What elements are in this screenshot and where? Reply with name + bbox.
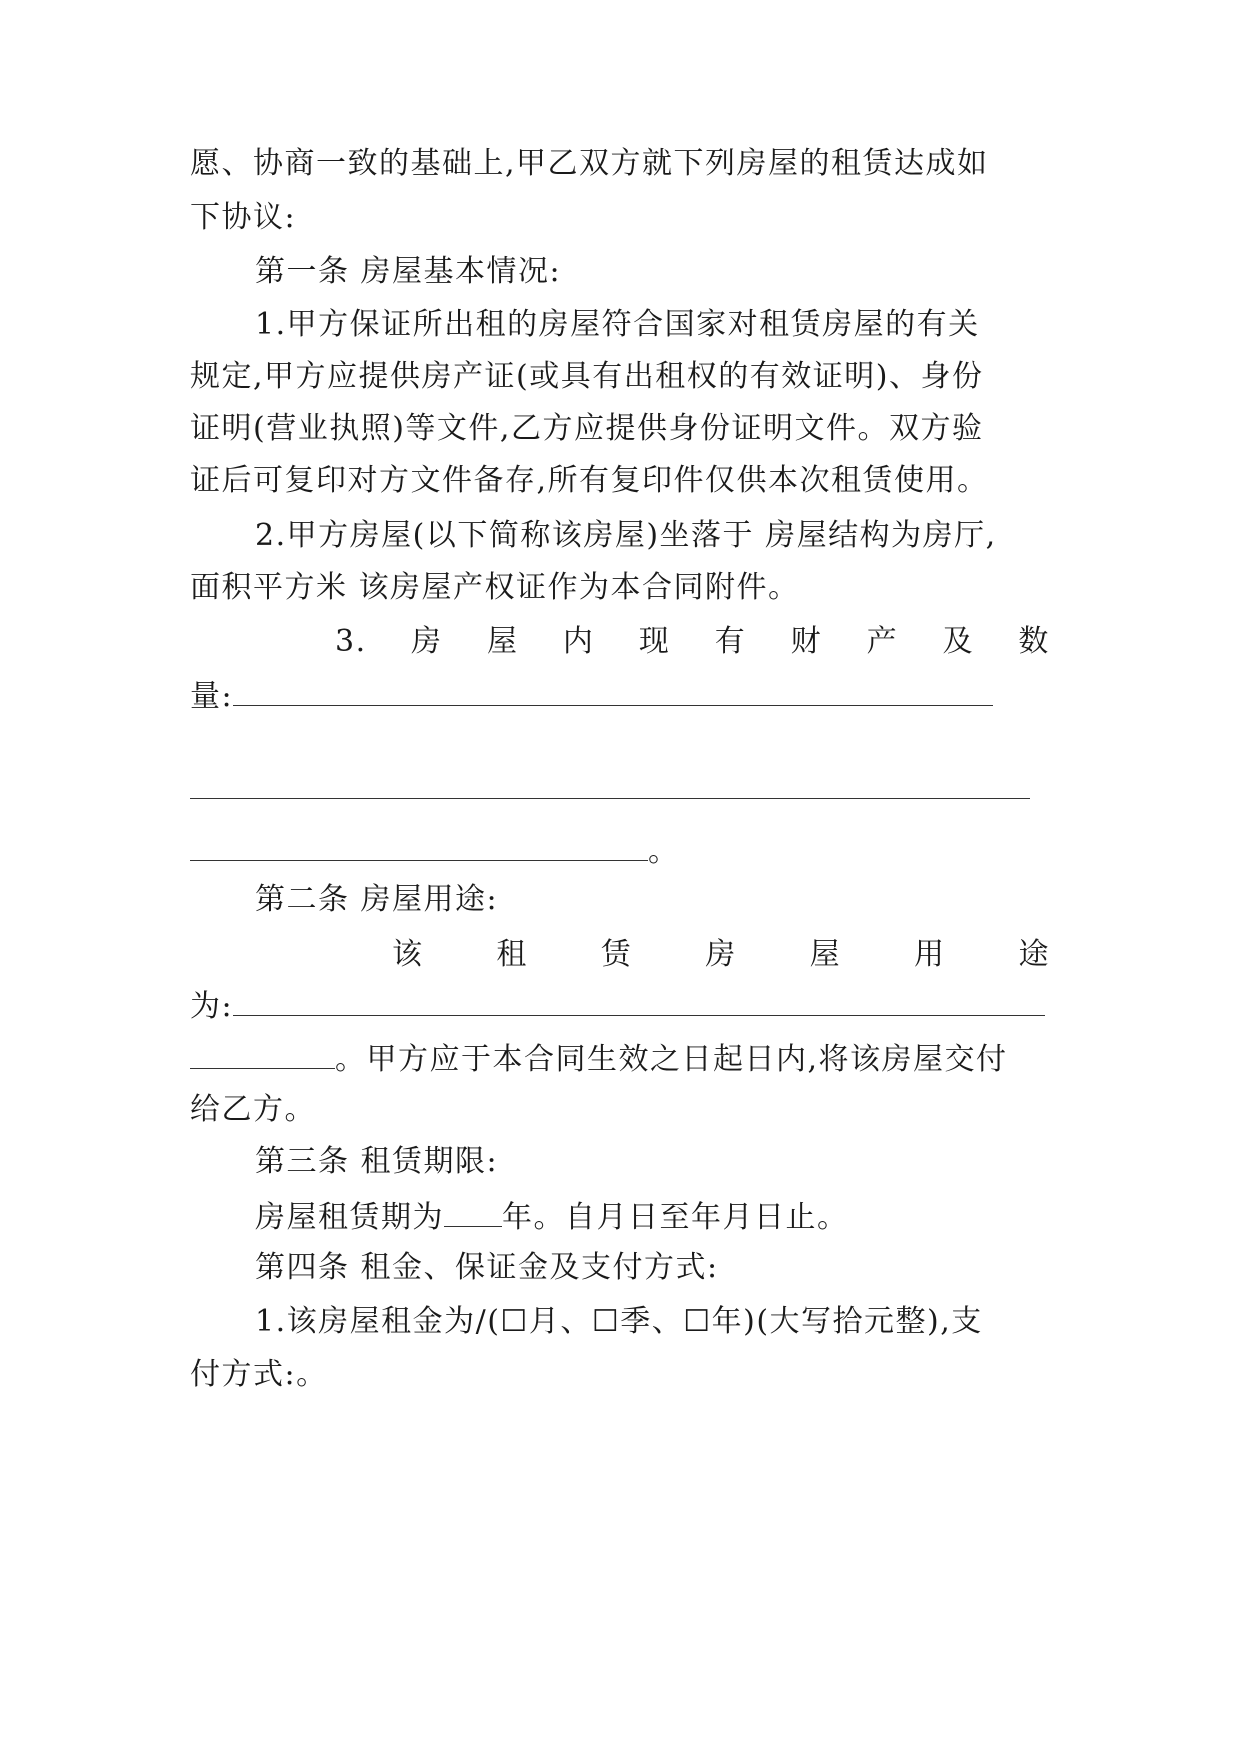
text-line: 付方式:。: [190, 1357, 328, 1392]
blank-underline: [233, 985, 1045, 1016]
text-line: 2.甲方房屋(以下简称该房屋)坐落于 房屋结构为房厅,: [255, 518, 997, 553]
text-line: [190, 830, 1050, 870]
spread-char: 内: [562, 624, 595, 659]
text-line: [190, 675, 1050, 715]
text-line: 规定,甲方应提供房产证(或具有出租权的有效证明)、身份: [190, 359, 984, 394]
text-line: [190, 1038, 1050, 1078]
article-3-title: 第三条 租赁期限:: [255, 1144, 499, 1179]
spread-char: 现: [638, 624, 671, 659]
blank-underline: [444, 1196, 502, 1227]
field-label: 量:: [190, 679, 234, 714]
spread-char: 数: [1018, 624, 1050, 659]
period: 。: [648, 834, 680, 869]
text-line: 给乙方。: [190, 1092, 316, 1127]
text-line: 面积平方米 该房屋产权证作为本合同附件。: [190, 570, 800, 605]
spread-char: 及: [942, 624, 974, 659]
spread-char: 财: [790, 624, 823, 659]
spread-char: 该: [392, 937, 424, 972]
spread-text-line: [335, 622, 1050, 662]
blank-underline: [190, 830, 648, 861]
article-1-title: 第一条 房屋基本情况:: [255, 254, 562, 289]
spread-char: 屋: [809, 937, 842, 972]
spread-char: 3.: [335, 624, 367, 659]
article-2-title: 第二条 房屋用途:: [255, 882, 499, 917]
text-line: [190, 985, 1050, 1025]
text-line: [255, 1196, 1050, 1236]
article-4-title: 第四条 租金、保证金及支付方式:: [255, 1250, 719, 1285]
spread-char: 屋: [486, 624, 519, 659]
field-label: 为:: [190, 989, 234, 1024]
spread-char: 途: [1018, 937, 1050, 972]
blank-underline: [190, 768, 1030, 799]
blank-underline: [190, 1038, 335, 1069]
text-line: 愿、协商一致的基础上,甲乙双方就下列房屋的租赁达成如: [190, 146, 989, 181]
text-line: 1.该房屋租金为/(☐月、☐季、☐年)(大写拾元整),支: [255, 1304, 983, 1339]
spread-char: 房: [705, 937, 737, 972]
text-line: 1.甲方保证所出租的房屋符合国家对租赁房屋的有关: [255, 307, 980, 342]
spread-char: 赁: [600, 937, 633, 972]
text-line: 证明(营业执照)等文件,乙方应提供身份证明文件。双方验: [190, 411, 984, 446]
blank-underline: [233, 675, 993, 706]
text-segment: 。甲方应于本合同生效之日起日内,将该房屋交付: [335, 1042, 1008, 1077]
spread-text-line: [392, 935, 1050, 975]
text-line: 证后可复印对方文件备存,所有复印件仅供本次租赁使用。: [190, 463, 989, 498]
spread-char: 用: [914, 937, 946, 972]
text-segment: 房屋租赁期为: [255, 1200, 444, 1235]
spread-char: 有: [714, 624, 747, 659]
text-line: 下协议:: [190, 200, 297, 235]
spread-char: 产: [866, 624, 899, 659]
spread-char: 租: [496, 937, 528, 972]
spread-char: 房: [411, 624, 443, 659]
text-segment: 年。自月日至年月日止。: [502, 1200, 849, 1235]
